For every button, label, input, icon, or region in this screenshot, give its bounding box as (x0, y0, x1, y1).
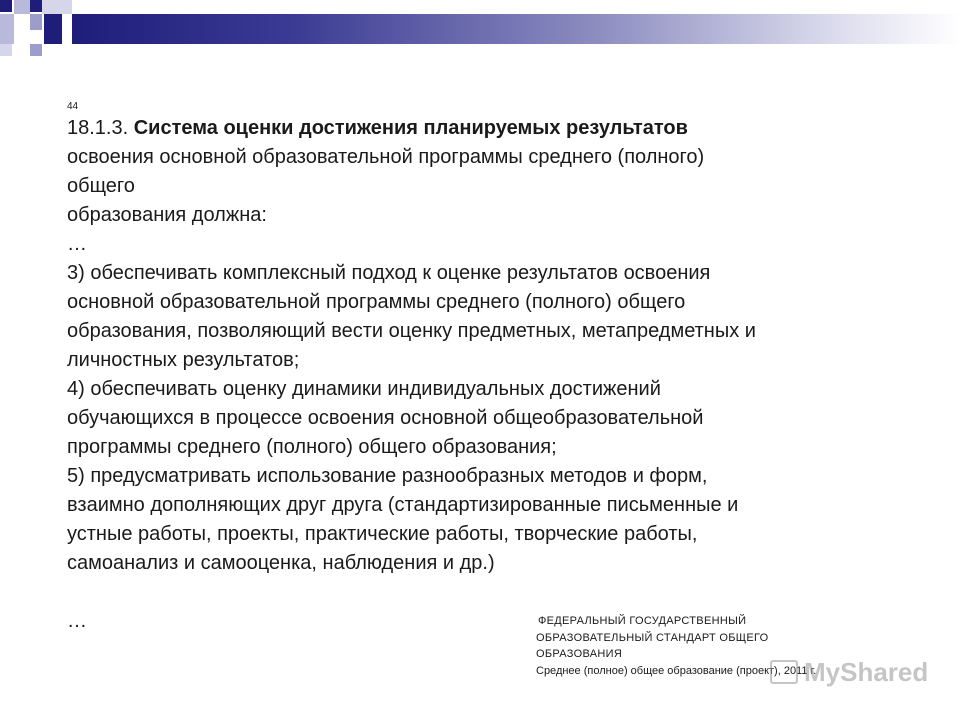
text-line: образования должна: (67, 204, 267, 226)
source-line: ФЕДЕРАЛЬНЫЙ ГОСУДАРСТВЕННЫЙ (538, 615, 747, 627)
deco-square (14, 0, 30, 14)
text-line: основной образовательной программы среднего (полного) общего (67, 291, 686, 313)
page-number: 44 (67, 101, 79, 112)
text-line: освоения основной образовательной программы среднего (полного) (67, 146, 705, 168)
source-line: Среднее (полное) общее образование (проект), 2011 г. (536, 664, 817, 677)
deco-square (0, 14, 14, 44)
header-gradient-bar (72, 14, 960, 44)
source-line: ОБРАЗОВАНИЯ (536, 648, 623, 660)
deco-square (0, 0, 12, 12)
heading-title: Система оценки достижения планируемых результатов (133, 117, 688, 139)
deco-square (14, 14, 30, 44)
deco-square (30, 0, 42, 12)
text-line: 4) обеспечивать оценку динамики индивидуальных достижений (67, 378, 661, 400)
watermark-cart-icon (770, 660, 798, 684)
header-decoration (0, 0, 960, 60)
deco-square (30, 44, 42, 56)
section-heading (67, 114, 927, 143)
ending-ellipsis: … (67, 610, 87, 632)
deco-square (0, 44, 12, 56)
text-line: … (67, 233, 87, 255)
watermark-text: MyShared (804, 656, 929, 687)
text-line: образования, позволяющий вести оценку предметных, метапредметных и (67, 320, 756, 342)
text-line: устные работы, проекты, практические работы, творческие работы, (67, 523, 698, 545)
heading-number: 18.1.3. (67, 117, 134, 139)
text-line: обучающихся в процессе освоения основной общеобразовательной (67, 407, 704, 429)
text-line: программы среднего (полного) общего образования; (67, 436, 557, 458)
text-line: 5) предусматривать использование разнообразных методов и форм, (67, 465, 708, 487)
text-line: взаимно дополняющих друг друга (стандартизированные письменные и (67, 494, 739, 516)
text-line: 3) обеспечивать комплексный подход к оценке результатов освоения (67, 262, 711, 284)
watermark (770, 655, 930, 689)
deco-square (42, 0, 72, 14)
text-line: самоанализ и самооценка, наблюдения и др.) (67, 552, 495, 574)
source-line: ОБРАЗОВАТЕЛЬНЫЙ СТАНДАРТ ОБЩЕГО (536, 631, 769, 644)
deco-square (44, 14, 62, 44)
slide-body (67, 100, 927, 578)
text-line: личностных результатов; (67, 349, 300, 371)
text-line: общего (67, 175, 135, 197)
deco-square (30, 14, 42, 30)
